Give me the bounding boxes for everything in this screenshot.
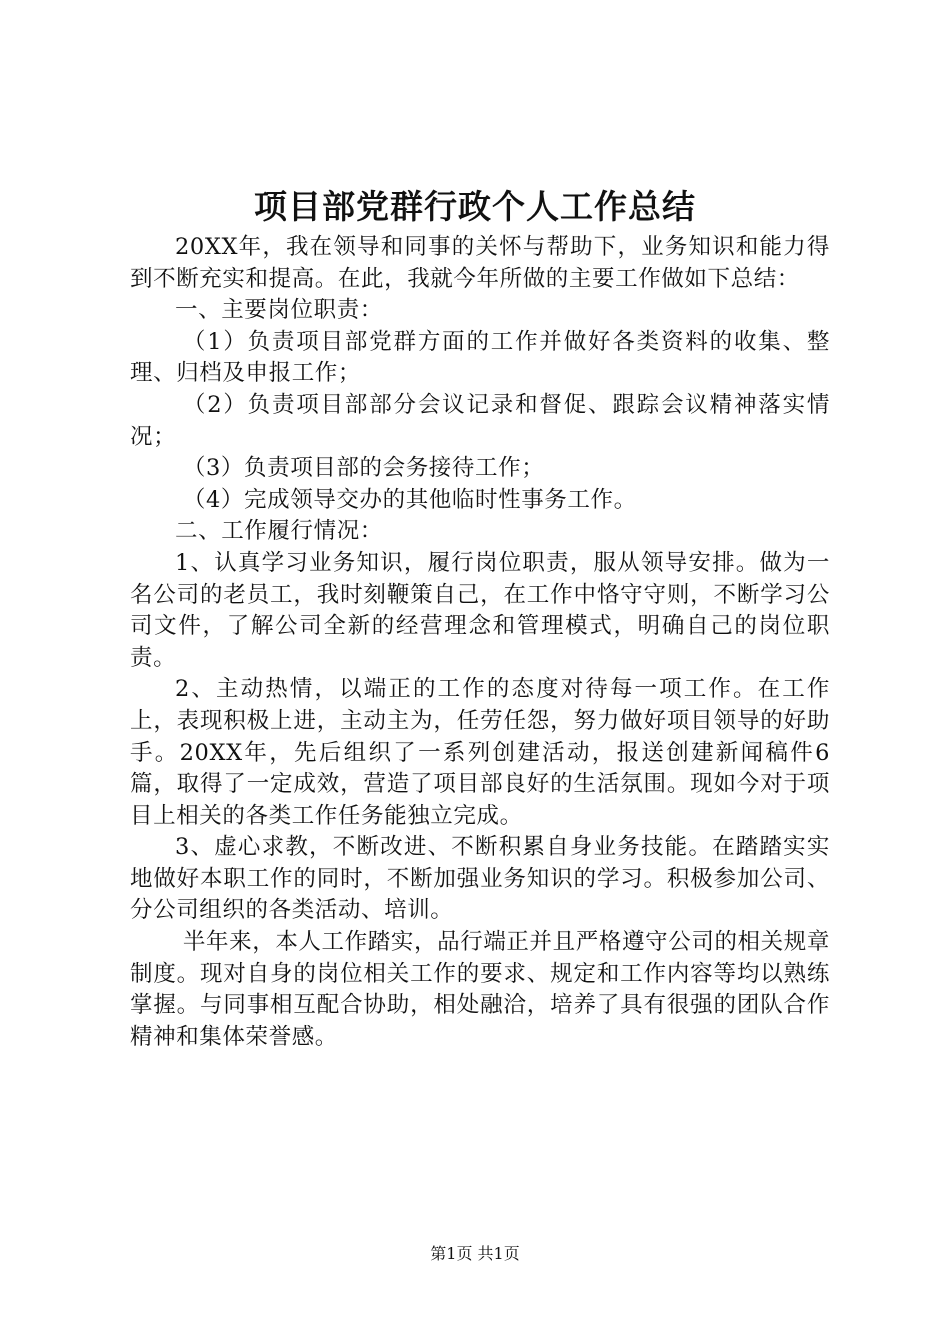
section-heading-duties: 一、主要岗位职责：: [175, 297, 383, 324]
summary-paragraph: 半年来，本人工作踏实，品行端正并且严格遵守公司的相关规章制度。现对自身的岗位相关工作的要求、规定和工作内容等均以熟练掌握。与同事相互配合协助，相处融洽，培养了具有很强的团队合作精神和集体荣誉感。: [130, 929, 830, 1050]
duty-item-1: （1）负责项目部党群方面的工作并做好各类资料的收集、整理、归档及申报工作；: [130, 328, 830, 387]
duty-item-4: （4）完成领导交办的其他临时性事务工作。: [182, 486, 637, 513]
page-footer: 第1页 共1页: [430, 1244, 520, 1263]
intro-paragraph: 20XX年，我在领导和同事的关怀与帮助下，业务知识和能力得到不断充实和提高。在此，我就今年所做的主要工作做如下总结：: [130, 234, 830, 292]
duty-item-3: （3）负责项目部的会务接待工作；: [182, 455, 545, 482]
document-body: [130, 232, 830, 1053]
duty-item-2: （2）负责项目部部分会议记录和督促、跟踪会议精神落实情况；: [130, 391, 830, 450]
document-title: 项目部党群行政个人工作总结: [254, 187, 696, 226]
section-heading-performance: 二、工作履行情况：: [175, 518, 383, 545]
performance-paragraph-2: 2、主动热情，以端正的工作的态度对待每一项工作。在工作上，表现积极上进，主动主为，任劳任怨，努力做好项目领导的好助手。20XX年，先后组织了一系列创建活动，报送创建新闻稿件6篇，取得了一定成效，营造了项目部良好的生活氛围。现如今对于项目上相关的各类工作任务能独立完成。: [130, 676, 830, 829]
performance-paragraph-1: 1、认真学习业务知识，履行岗位职责，服从领导安排。做为一名公司的老员工，我时刻鞭策自己，在工作中恪守守则，不断学习公司文件，了解公司全新的经营理念和管理模式，明确自己的岗位职责。: [130, 549, 830, 671]
performance-paragraph-3: 3、虚心求教，不断改进、不断积累自身业务技能。在踏踏实实地做好本职工作的同时，不断加强业务知识的学习。积极参加公司、分公司组织的各类活动、培训。: [130, 834, 830, 924]
